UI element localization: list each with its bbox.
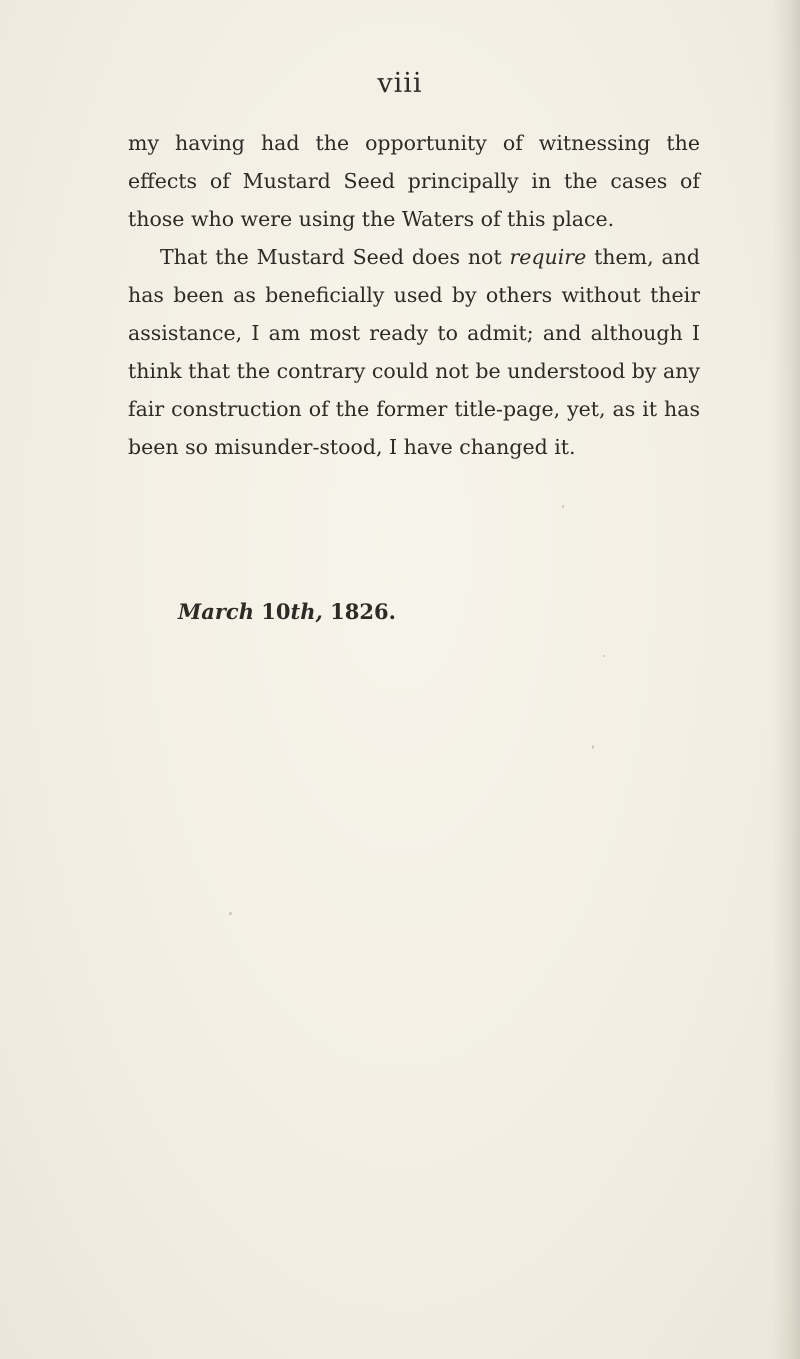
paper-speck: [603, 655, 605, 657]
paragraph-continuation: my having had the opportunity of witnessing the effects of Mustard Seed principally in the cases of those who were using the Waters of this place.: [128, 131, 700, 231]
italic-word-require: require: [509, 245, 587, 269]
signoff-day-suffix: th,: [290, 599, 323, 624]
paragraph-mustard-seed: [128, 238, 700, 466]
signoff-year: 1826.: [330, 599, 396, 624]
paragraph-text-end: them, and has been as beneficially used by others without their assistance, I am most ready to admit; and although I think that the contrary could not be understood by any fair construction of the former title-page, yet, as it has been so misunder-stood, I have changed it.: [128, 245, 701, 459]
paper-speck: [592, 745, 594, 749]
signoff-day-number: 10: [261, 599, 291, 624]
signoff-month: March: [178, 599, 254, 624]
body-text: [128, 124, 700, 466]
page-number: viii: [377, 68, 423, 99]
paper-speck: [229, 912, 232, 915]
paper-speck: [562, 505, 564, 508]
date-signoff: [178, 597, 396, 627]
page-edge-shadow: [772, 0, 800, 1359]
paragraph-text-start: That the Mustard Seed does not: [160, 245, 510, 269]
